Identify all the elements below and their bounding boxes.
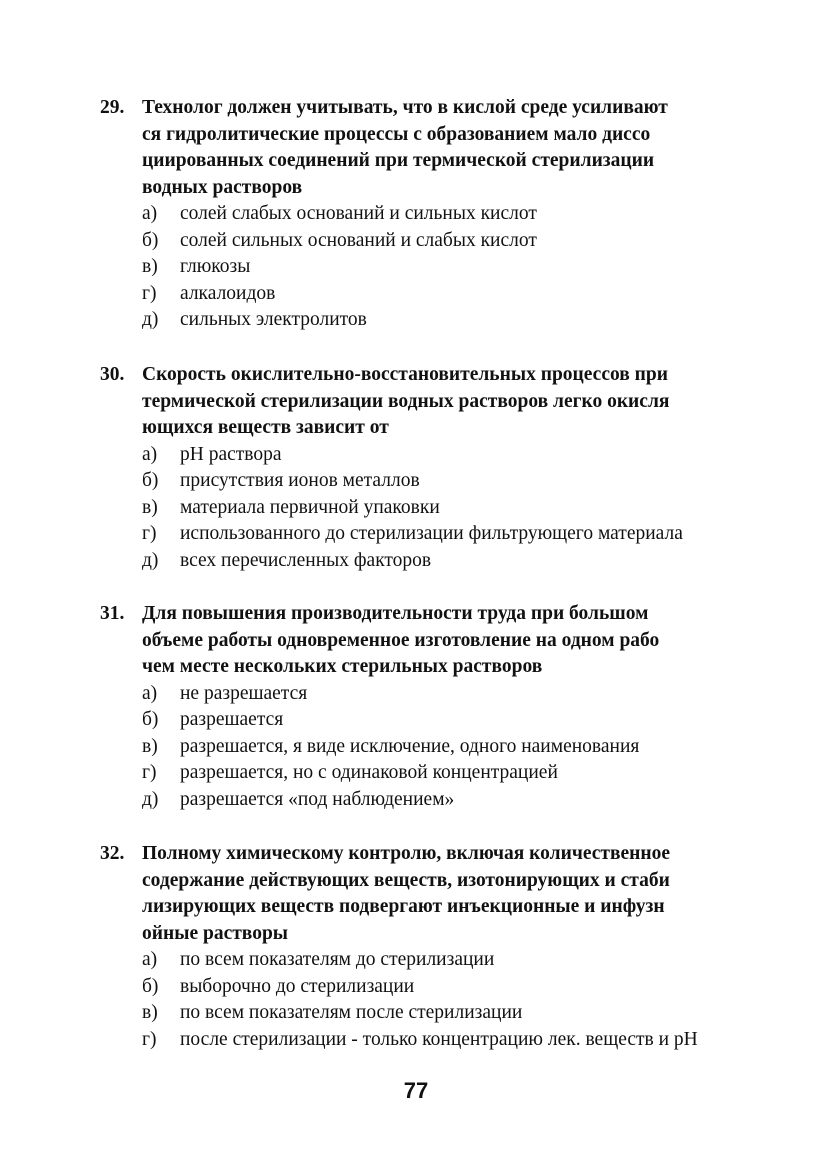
- option-letter: д): [142, 549, 159, 571]
- option-letter: г): [142, 1028, 157, 1050]
- answer-option: [142, 281, 740, 308]
- option-letter: г): [142, 762, 157, 783]
- answer-option: [142, 495, 740, 522]
- option-text: материала первичной упаковки: [180, 496, 440, 518]
- question-line: содержание действующих веществ, изотонирующих и стаби: [142, 869, 670, 891]
- option-letter: б): [142, 470, 159, 491]
- option-text: сильных электролитов: [180, 309, 367, 330]
- option-text: солей слабых оснований и сильных кислот: [180, 203, 537, 224]
- answer-option: [142, 548, 740, 575]
- option-letter: а): [142, 949, 158, 970]
- answer-option: [142, 760, 740, 787]
- question-line: объеме работы одновременное изготовление на одном рабо: [142, 629, 660, 651]
- option-text: солей сильных оснований и слабых кислот: [180, 229, 537, 251]
- question-heading: [100, 95, 740, 201]
- question-heading: [100, 362, 740, 442]
- question-line: Полному химическому контролю, включая количественное: [142, 843, 671, 864]
- answer-option: [142, 734, 740, 761]
- option-letter: г): [142, 282, 157, 304]
- option-text: глюкозы: [180, 256, 251, 277]
- page-number: 77: [403, 1078, 429, 1103]
- answer-option: [142, 947, 740, 974]
- answer-option: [142, 228, 740, 255]
- answer-option: [142, 1027, 740, 1054]
- option-letter: б): [142, 975, 159, 997]
- option-text: разрешается «под наблюдением»: [180, 788, 455, 810]
- answer-option: [142, 201, 740, 228]
- option-text: по всем показателям до стерилизации: [180, 949, 495, 970]
- question-number: 31.: [100, 603, 125, 624]
- option-letter: д): [142, 309, 159, 330]
- option-letter: б): [142, 229, 159, 251]
- answer-option: [142, 1000, 740, 1027]
- question-number: 32.: [100, 843, 125, 864]
- question-line: циированных соединений при термической стерилизации: [142, 150, 655, 171]
- option-text: всех перечисленных факторов: [180, 549, 432, 571]
- question-text: [142, 601, 740, 681]
- option-text: присутствия ионов металлов: [180, 470, 420, 491]
- answer-option: [142, 254, 740, 281]
- option-letter: а): [142, 203, 158, 224]
- answer-option: [142, 974, 740, 1001]
- question-line: водных растворов: [142, 176, 303, 198]
- option-text: выборочно до стерилизации: [180, 975, 415, 997]
- question-line: термической стерилизации водных растворов легко окисля: [142, 390, 670, 412]
- question-number: 30.: [100, 364, 125, 385]
- question-line: лизирующих веществ подвергают инъекционные и инфузн: [142, 896, 665, 917]
- answer-option: [142, 707, 740, 734]
- answer-option: [142, 442, 740, 469]
- option-letter: в): [142, 735, 158, 757]
- question-line: Технолог должен учитывать, что в кислой среде усиливают: [142, 97, 668, 118]
- option-text: разрешается: [180, 709, 284, 730]
- question-29: [100, 95, 740, 334]
- answer-option: [142, 681, 740, 708]
- option-letter: а): [142, 443, 158, 465]
- question-line: ойные растворы: [142, 922, 289, 944]
- option-letter: г): [142, 523, 157, 544]
- answer-option: [142, 468, 740, 495]
- option-text: разрешается, я виде исключение, одного наименования: [180, 735, 640, 757]
- option-text: pH раствора: [180, 443, 282, 465]
- question-text: [142, 362, 740, 442]
- option-text: разрешается, но с одинаковой концентрацией: [180, 762, 558, 783]
- answer-option: [142, 787, 740, 814]
- question-line: Для повышения производительности труда при большом: [142, 603, 649, 624]
- option-letter: а): [142, 682, 158, 704]
- option-letter: в): [142, 1002, 158, 1023]
- question-line: Скорость окислительно-восстановительных процессов при: [142, 364, 668, 385]
- question-number: 29.: [100, 97, 125, 118]
- question-line: ся гидролитические процессы с образованием мало диссо: [142, 123, 651, 145]
- option-text: по всем показателям после стерилизации: [180, 1002, 523, 1023]
- option-letter: в): [142, 256, 158, 277]
- answer-option: [142, 521, 740, 548]
- question-line: ющихся веществ зависит от: [142, 417, 389, 438]
- question-32: [100, 841, 740, 1053]
- answer-option: [142, 307, 740, 334]
- option-text: не разрешается: [180, 682, 308, 704]
- question-heading: [100, 601, 740, 681]
- option-letter: б): [142, 709, 159, 730]
- option-text: использованного до стерилизации фильтрующего материала: [180, 523, 683, 544]
- option-letter: в): [142, 496, 158, 518]
- option-text: после стерилизации - только концентрацию лек. веществ и pH: [180, 1028, 698, 1050]
- question-text: [142, 841, 740, 947]
- question-30: [100, 362, 740, 574]
- question-31: [100, 601, 740, 813]
- option-letter: д): [142, 788, 159, 810]
- question-text: [142, 95, 740, 201]
- option-text: алкалоидов: [180, 282, 276, 304]
- question-heading: [100, 841, 740, 947]
- question-line: чем месте нескольких стерильных растворов: [142, 656, 543, 677]
